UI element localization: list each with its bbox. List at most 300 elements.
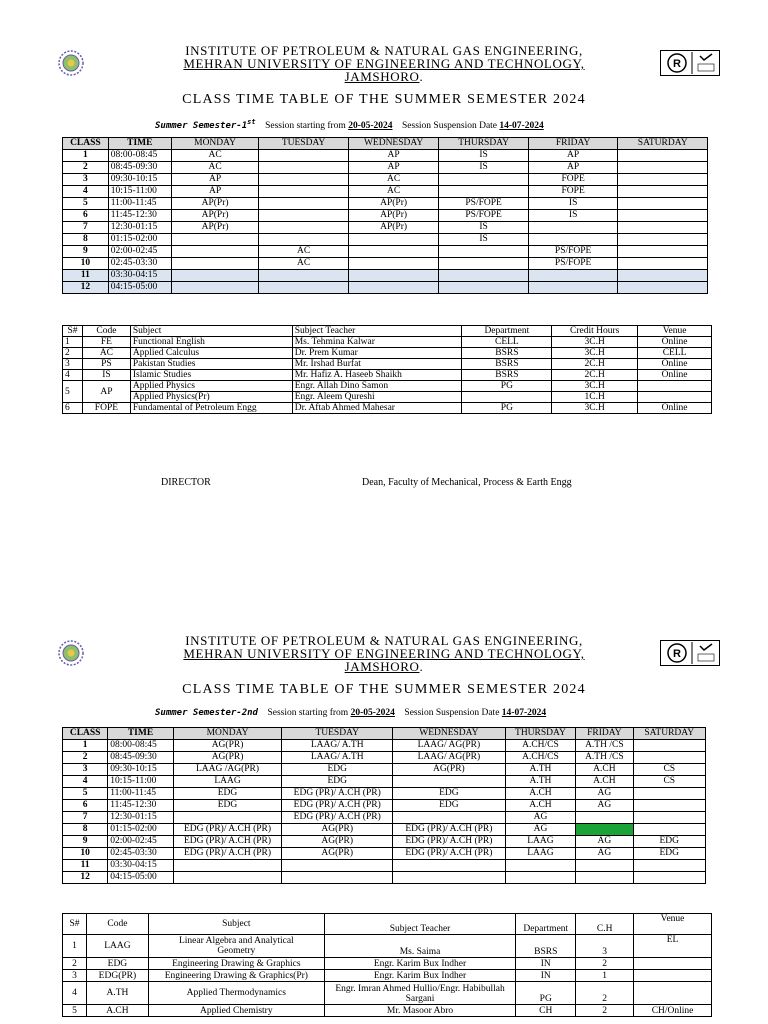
subject-cell — [462, 392, 552, 403]
time-cell: 01:15-02:00 — [108, 234, 171, 246]
class-number-cell: 8 — [63, 824, 108, 836]
schedule-cell: EDG (PR)/ A.CH (PR) — [173, 836, 282, 848]
subject-cell: IN — [516, 970, 576, 982]
column-header: CLASS — [63, 728, 108, 740]
class-number-cell: 12 — [63, 282, 109, 294]
column-header: THURSDAY — [439, 138, 529, 150]
subject-cell — [634, 958, 712, 970]
schedule-cell: EDG (PR)/ A.CH (PR) — [282, 788, 393, 800]
schedule-cell — [259, 150, 349, 162]
class-number-cell: 4 — [63, 776, 108, 788]
table-row — [63, 970, 712, 982]
timetable-header-row — [63, 138, 708, 150]
schedule-cell — [528, 234, 618, 246]
subject-cell: 1C.H — [552, 392, 638, 403]
column-header: FRIDAY — [528, 138, 618, 150]
page-title: CLASS TIME TABLE OF THE SUMMER SEMESTER 2024 — [182, 92, 586, 107]
column-header: SATURDAY — [618, 138, 708, 150]
subject-cell: 3C.H — [552, 403, 638, 414]
schedule-cell: AG(PR) — [282, 848, 393, 860]
schedule-cell: AP(Pr) — [348, 210, 439, 222]
time-cell: 04:15-05:00 — [108, 282, 171, 294]
class-number-cell: 6 — [63, 210, 109, 222]
schedule-cell: A.CH/CS — [505, 752, 575, 764]
schedule-cell: AC — [259, 246, 349, 258]
schedule-cell — [259, 174, 349, 186]
schedule-cell — [439, 270, 529, 282]
schedule-cell: AP — [171, 186, 258, 198]
schedule-cell — [393, 860, 506, 872]
schedule-cell — [439, 174, 529, 186]
schedule-cell — [505, 872, 575, 884]
schedule-cell — [393, 776, 506, 788]
schedule-cell: LAAG/ A.TH — [282, 752, 393, 764]
schedule-cell — [618, 234, 708, 246]
column-header: Subject Teacher — [292, 326, 462, 337]
schedule-cell: FOPE — [528, 186, 618, 198]
class-number-cell: 1 — [63, 740, 108, 752]
schedule-cell: A.CH — [505, 788, 575, 800]
schedule-cell: PS/FOPE — [528, 246, 618, 258]
schedule-cell: IS — [439, 234, 529, 246]
schedule-cell: AP — [171, 174, 258, 186]
iso-certification-icon — [660, 640, 720, 666]
schedule-cell: LAAG — [505, 836, 575, 848]
subject-cell — [638, 392, 712, 403]
university-name: MEHRAN UNIVERSITY OF ENGINEERING AND TECHNOLOGY, — [183, 646, 585, 661]
subject-cell — [148, 1005, 324, 1017]
subject-cell: PS — [82, 359, 130, 370]
schedule-cell: AP(Pr) — [348, 198, 439, 210]
svg-text:R: R — [673, 58, 681, 70]
subject-cell: EL — [634, 935, 712, 958]
class-number-cell: 9 — [63, 836, 108, 848]
table-row — [63, 740, 706, 752]
class-number-cell: 6 — [63, 800, 108, 812]
subject-cell: 2C.H — [552, 370, 638, 381]
class-number-cell: 3 — [63, 174, 109, 186]
class-number-cell: 5 — [63, 788, 108, 800]
time-cell: 12:30-01:15 — [108, 222, 171, 234]
time-cell: 09:30-10:15 — [108, 764, 173, 776]
schedule-cell: EDG — [633, 836, 705, 848]
subject-cell: Pakistan Studies — [130, 359, 292, 370]
schedule-cell: AC — [348, 174, 439, 186]
class-number-cell: 10 — [63, 258, 109, 270]
column-header: Credit Hours — [552, 326, 638, 337]
time-cell: 10:15-11:00 — [108, 186, 171, 198]
subject-cell: 3C.H — [552, 348, 638, 359]
table-row — [63, 222, 708, 234]
subject-cell: LAAG — [86, 935, 148, 958]
schedule-cell: AP — [348, 162, 439, 174]
time-cell: 02:00-02:45 — [108, 836, 173, 848]
class-number-cell: 11 — [63, 270, 109, 282]
subject-cell: FE — [82, 337, 130, 348]
subject-cell: 2 — [576, 982, 634, 1005]
table-row — [63, 210, 708, 222]
schedule-cell — [618, 258, 708, 270]
table-row — [63, 348, 712, 359]
schedule-cell — [173, 812, 282, 824]
table-row — [63, 392, 712, 403]
svg-text:R: R — [673, 648, 681, 660]
class-number-cell: 11 — [63, 860, 108, 872]
schedule-cell — [505, 860, 575, 872]
subject-cell: Engr. Allah Dino Samon — [292, 381, 462, 392]
schedule-cell: AC — [171, 162, 258, 174]
subject-name: Geometry — [217, 946, 256, 956]
schedule-cell: AG — [576, 836, 633, 848]
schedule-cell — [348, 234, 439, 246]
table-row — [63, 982, 712, 1005]
subject-cell: 1 — [63, 337, 83, 348]
schedule-cell — [576, 872, 633, 884]
column-header: SATURDAY — [633, 728, 705, 740]
table-row — [63, 764, 706, 776]
time-cell: 11:00-11:45 — [108, 198, 171, 210]
schedule-cell: EDG — [393, 800, 506, 812]
column-header: S# — [63, 326, 83, 337]
schedule-cell: EDG — [633, 848, 705, 860]
schedule-cell — [618, 222, 708, 234]
semester-info: Summer Semester-1st Session starting from 20-05-2024 Session Suspension Date 14-07-2024 — [155, 118, 544, 132]
schedule-cell: AG — [505, 812, 575, 824]
table-row — [63, 958, 712, 970]
subject-cell: Dr. Prem Kumar — [292, 348, 462, 359]
schedule-cell — [171, 234, 258, 246]
schedule-cell: EDG (PR)/ A.CH (PR) — [173, 824, 282, 836]
column-header: TUESDAY — [259, 138, 349, 150]
schedule-cell: IS — [439, 150, 529, 162]
time-cell: 03:30-04:15 — [108, 860, 173, 872]
time-cell: 01:15-02:00 — [108, 824, 173, 836]
subject-cell: 3 — [63, 970, 87, 982]
schedule-cell — [618, 210, 708, 222]
schedule-cell: AG(PR) — [173, 740, 282, 752]
schedule-cell: AP(Pr) — [171, 210, 258, 222]
subject-header-row — [63, 914, 712, 935]
subject-cell: A.TH — [86, 982, 148, 1005]
schedule-cell — [259, 222, 349, 234]
subject-cell: BSRS — [462, 348, 552, 359]
column-header: S# — [63, 914, 87, 935]
time-cell: 08:00-08:45 — [108, 150, 171, 162]
schedule-cell — [393, 872, 506, 884]
schedule-cell — [439, 246, 529, 258]
schedule-cell: AG — [576, 848, 633, 860]
subject-cell: 2 — [576, 958, 634, 970]
schedule-cell: A.TH /CS — [576, 752, 633, 764]
schedule-cell — [173, 860, 282, 872]
class-number-cell: 1 — [63, 150, 109, 162]
subject-cell: Ms. Tehmina Kalwar — [292, 337, 462, 348]
subject-cell: CELL — [638, 348, 712, 359]
schedule-cell — [348, 282, 439, 294]
subject-cell: Applied Calculus — [130, 348, 292, 359]
subject-name: Linear Algebra and Analytical — [178, 936, 294, 946]
subject-cell: 3 — [63, 359, 83, 370]
subject-cell: Mr. Masoor Abro — [324, 1005, 516, 1017]
table-row — [63, 935, 712, 958]
schedule-cell: A.TH — [505, 764, 575, 776]
schedule-cell: AP(Pr) — [348, 222, 439, 234]
schedule-cell — [618, 162, 708, 174]
schedule-cell: EDG (PR)/ A.CH (PR) — [282, 812, 393, 824]
schedule-cell — [618, 246, 708, 258]
subject-table-1 — [62, 325, 712, 414]
schedule-cell: LAAG — [173, 776, 282, 788]
schedule-cell — [633, 740, 705, 752]
schedule-cell: A.CH — [576, 776, 633, 788]
schedule-cell: LAAG — [505, 848, 575, 860]
subject-cell: Functional English — [130, 337, 292, 348]
schedule-cell — [439, 258, 529, 270]
subject-name: Applied Thermodynamics — [186, 988, 286, 998]
schedule-cell — [576, 860, 633, 872]
time-cell: 10:15-11:00 — [108, 776, 173, 788]
time-cell: 02:45-03:30 — [108, 848, 173, 860]
iso-certification-icon — [660, 50, 720, 76]
subject-cell: 2C.H — [552, 359, 638, 370]
column-header: Subject — [148, 914, 324, 935]
schedule-cell: IS — [528, 210, 618, 222]
subject-cell: 4 — [63, 370, 83, 381]
table-row — [63, 270, 708, 282]
schedule-cell — [528, 270, 618, 282]
schedule-cell: EDG (PR)/ A.CH (PR) — [393, 848, 506, 860]
subject-cell — [634, 982, 712, 1005]
column-header: C.H — [576, 914, 634, 935]
schedule-cell: EDG — [173, 800, 282, 812]
schedule-cell — [259, 186, 349, 198]
subject-cell: 3C.H — [552, 381, 638, 392]
subject-cell: Mr. Irshad Burfat — [292, 359, 462, 370]
table-row — [63, 162, 708, 174]
schedule-cell — [282, 872, 393, 884]
schedule-cell — [259, 234, 349, 246]
schedule-cell: AG — [505, 824, 575, 836]
subject-cell: Ms. Saima — [324, 935, 516, 958]
page-title: CLASS TIME TABLE OF THE SUMMER SEMESTER 2024 — [182, 682, 586, 697]
schedule-cell: LAAG/ AG(PR) — [393, 740, 506, 752]
schedule-cell: EDG — [282, 776, 393, 788]
column-header: Code — [82, 326, 130, 337]
schedule-cell: AG(PR) — [393, 764, 506, 776]
schedule-cell: CS — [633, 776, 705, 788]
subject-cell: 1 — [576, 970, 634, 982]
schedule-cell — [618, 150, 708, 162]
schedule-cell: EDG (PR)/ A.CH (PR) — [173, 848, 282, 860]
subject-cell: BSRS — [462, 359, 552, 370]
schedule-cell — [633, 788, 705, 800]
time-cell: 12:30-01:15 — [108, 812, 173, 824]
time-cell: 09:30-10:15 — [108, 174, 171, 186]
column-header: Code — [86, 914, 148, 935]
schedule-cell — [171, 258, 258, 270]
subject-cell: BSRS — [516, 935, 576, 958]
subject-cell — [148, 958, 324, 970]
schedule-cell: AG(PR) — [282, 824, 393, 836]
table-row — [63, 860, 706, 872]
table-row — [63, 198, 708, 210]
subject-cell: Online — [638, 359, 712, 370]
subject-table-2 — [62, 913, 712, 1017]
schedule-cell — [259, 270, 349, 282]
director-signature-label: DIRECTOR — [161, 477, 211, 488]
subject-cell: Dr. Aftab Ahmed Mahesar — [292, 403, 462, 414]
class-number-cell: 7 — [63, 812, 108, 824]
class-number-cell: 12 — [63, 872, 108, 884]
subject-cell: Islamic Studies — [130, 370, 292, 381]
schedule-cell: AP(Pr) — [171, 198, 258, 210]
table-row — [63, 337, 712, 348]
subject-cell: 1 — [63, 935, 87, 958]
schedule-cell: EDG — [282, 764, 393, 776]
schedule-cell — [618, 186, 708, 198]
column-header: Subject — [130, 326, 292, 337]
schedule-cell: EDG — [393, 788, 506, 800]
class-number-cell: 4 — [63, 186, 109, 198]
column-header: Venue — [638, 326, 712, 337]
subject-name: Applied Chemistry — [200, 1005, 273, 1016]
subject-cell: Online — [638, 403, 712, 414]
schedule-cell: A.CH — [576, 764, 633, 776]
column-header: FRIDAY — [576, 728, 633, 740]
schedule-cell: AG — [576, 788, 633, 800]
schedule-cell — [618, 198, 708, 210]
subject-cell: 2 — [63, 348, 83, 359]
column-header: Venue — [634, 914, 712, 935]
table-row — [63, 282, 708, 294]
table-row — [63, 848, 706, 860]
schedule-cell — [576, 812, 633, 824]
subject-cell — [638, 381, 712, 392]
table-row — [63, 800, 706, 812]
time-cell: 11:45-12:30 — [108, 210, 171, 222]
column-header: Department — [462, 326, 552, 337]
schedule-cell — [576, 824, 633, 836]
subject-cell: Fundamental of Petroleum Engg — [130, 403, 292, 414]
schedule-cell: EDG (PR)/ A.CH (PR) — [393, 836, 506, 848]
table-row — [63, 246, 708, 258]
subject-cell: Engr. Imran Ahmed Hullio/Engr. Habibullah Sargani — [324, 982, 516, 1005]
subject-cell: 3C.H — [552, 337, 638, 348]
subject-cell: 4 — [63, 982, 87, 1005]
schedule-cell — [633, 872, 705, 884]
schedule-cell — [171, 270, 258, 282]
table-row — [63, 752, 706, 764]
subject-cell — [634, 970, 712, 982]
column-header: CLASS — [63, 138, 109, 150]
time-cell: 11:00-11:45 — [108, 788, 173, 800]
time-cell: 08:00-08:45 — [108, 740, 173, 752]
subject-name: Engineering Drawing & Graphics(Pr) — [164, 970, 308, 981]
schedule-cell: LAAG/ AG(PR) — [393, 752, 506, 764]
schedule-cell — [528, 222, 618, 234]
subject-cell: Applied Physics(Pr) — [130, 392, 292, 403]
table-row — [63, 186, 708, 198]
table-row — [63, 776, 706, 788]
subject-cell: AP — [82, 381, 130, 403]
subject-cell: PG — [462, 381, 552, 392]
schedule-cell: EDG (PR)/ A.CH (PR) — [282, 800, 393, 812]
table-row — [63, 824, 706, 836]
schedule-cell: AP — [348, 150, 439, 162]
schedule-cell: FOPE — [528, 174, 618, 186]
subject-cell: IN — [516, 958, 576, 970]
column-header: TIME — [108, 728, 173, 740]
table-row — [63, 370, 712, 381]
subject-cell: PG — [516, 982, 576, 1005]
subject-cell: Applied Physics — [130, 381, 292, 392]
schedule-cell — [259, 210, 349, 222]
column-header: MONDAY — [171, 138, 258, 150]
schedule-cell: AP(Pr) — [171, 222, 258, 234]
subject-cell: 6 — [63, 403, 83, 414]
table-row — [63, 150, 708, 162]
schedule-cell — [173, 872, 282, 884]
time-cell: 02:00-02:45 — [108, 246, 171, 258]
subject-cell: EDG — [86, 958, 148, 970]
schedule-cell: A.TH /CS — [576, 740, 633, 752]
class-number-cell: 5 — [63, 198, 109, 210]
schedule-cell — [348, 258, 439, 270]
semester-info: Summer Semester-2nd Session starting from 20-05-2024 Session Suspension Date 14-07-2024 — [155, 708, 547, 718]
subject-cell: Engr. Aleem Qureshi — [292, 392, 462, 403]
column-header: TIME — [108, 138, 171, 150]
dean-signature-label: Dean, Faculty of Mechanical, Process & Earth Engg — [362, 477, 572, 488]
schedule-cell — [259, 198, 349, 210]
subject-cell: 2 — [63, 958, 87, 970]
schedule-cell: PS/FOPE — [439, 198, 529, 210]
table-row — [63, 174, 708, 186]
schedule-cell: A.CH — [505, 800, 575, 812]
timetable-2 — [62, 727, 706, 884]
schedule-cell — [171, 246, 258, 258]
time-cell: 08:45-09:30 — [108, 752, 173, 764]
institute-name: INSTITUTE OF PETROLEUM & NATURAL GAS ENGINEERING, — [185, 633, 583, 648]
table-row — [63, 1005, 712, 1017]
schedule-cell: IS — [439, 162, 529, 174]
time-cell: 04:15-05:00 — [108, 872, 173, 884]
column-header: WEDNESDAY — [348, 138, 439, 150]
subject-name: Engineering Drawing & Graphics — [172, 958, 301, 969]
subject-cell: Online — [638, 370, 712, 381]
subject-cell: Engr. Karim Bux Indher — [324, 970, 516, 982]
schedule-cell: LAAG/ A.TH — [282, 740, 393, 752]
class-number-cell: 3 — [63, 764, 108, 776]
schedule-cell: IS — [439, 222, 529, 234]
subject-cell: Online — [638, 337, 712, 348]
schedule-cell — [348, 246, 439, 258]
schedule-cell — [633, 800, 705, 812]
schedule-cell — [259, 162, 349, 174]
time-cell: 11:45-12:30 — [108, 800, 173, 812]
schedule-cell: EDG (PR)/ A.CH (PR) — [393, 824, 506, 836]
column-header: Subject Teacher — [324, 914, 516, 935]
schedule-cell — [348, 270, 439, 282]
class-number-cell: 7 — [63, 222, 109, 234]
table-row — [63, 403, 712, 414]
table-row — [63, 812, 706, 824]
schedule-cell — [633, 824, 705, 836]
schedule-cell: AG — [576, 800, 633, 812]
subject-header-row — [63, 326, 712, 337]
schedule-cell — [171, 282, 258, 294]
schedule-cell: AP — [528, 150, 618, 162]
subject-cell — [148, 970, 324, 982]
